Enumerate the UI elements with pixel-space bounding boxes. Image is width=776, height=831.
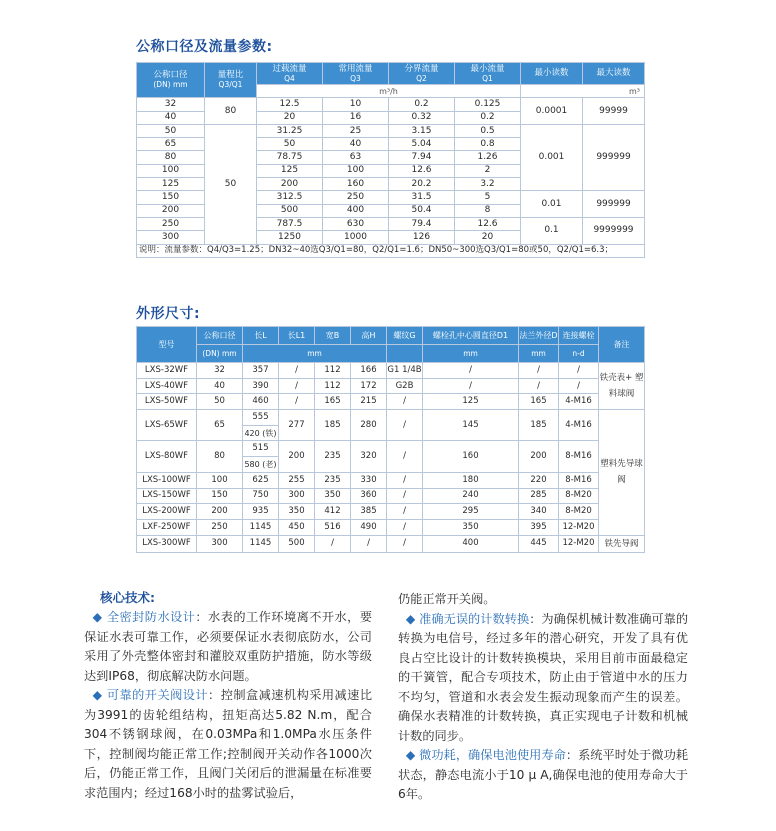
cell-d1: 350	[423, 519, 519, 535]
cell-d1: 160	[423, 441, 519, 472]
col-min-read: 最小读数	[521, 63, 583, 85]
cell-bolt: 4-M16	[559, 394, 599, 410]
cell-d: /	[519, 363, 559, 379]
core-para-power: ◆ 微功耗，确保电池使用寿命：系统平时处于微功耗状态，静态电流小于10 μ A,确保电池的使用寿命大于6年。	[398, 748, 689, 801]
cell-g: /	[387, 410, 423, 441]
cell-flow: 12.6	[455, 217, 521, 230]
cell-d1: 145	[423, 410, 519, 441]
cell-flow: 3.2	[455, 178, 521, 191]
cell-l: 750	[243, 488, 279, 504]
cell-flow: 31.5	[389, 191, 455, 204]
col-L: 长L	[243, 327, 279, 345]
cell-dn: 65	[197, 410, 243, 441]
unit-mm-1: mm	[243, 345, 387, 363]
cell-d1: 180	[423, 472, 519, 488]
cell-flow: 0.32	[389, 111, 455, 124]
cell-flow: 78.75	[257, 151, 323, 164]
cell-l: 460	[243, 394, 279, 410]
cell-max-read: 99999	[583, 98, 645, 125]
col-G: 螺纹G	[387, 327, 423, 345]
cell-dn: 300	[197, 535, 243, 552]
cell-flow: 40	[323, 138, 389, 151]
cell-dn: 125	[137, 178, 205, 191]
cell-flow: 25	[323, 124, 389, 137]
cell-d: 165	[519, 394, 559, 410]
cell-flow: 0.8	[455, 138, 521, 151]
col-bolt: 连接螺栓	[559, 327, 599, 345]
cell-max-read: 999999	[583, 191, 645, 218]
cell-max-read: 999999	[583, 124, 645, 190]
cell-g: /	[387, 535, 423, 552]
core-para-counting: ◆ 准确无误的计数转换：为确保机械计数准确可靠的转换为电信号，经过多年的潜心研究，开发了具有优良占空比设计的计数转换模块，采用目前市面最稳定的干簧管，配合专项技术，防止由于管道中水的压力不均匀，管道和水表会发生振动现象而产生的误差。确保水表精准的计数转换，真正实现电子计数和机械计数的同步。	[398, 611, 689, 743]
cell-l1: 350	[279, 504, 315, 520]
cell-flow: 16	[323, 111, 389, 124]
cell-dn: 300	[137, 231, 205, 244]
cell-bolt: 8-M16	[559, 441, 599, 472]
cell-d: 445	[519, 535, 559, 552]
unit-blank	[387, 345, 423, 363]
cell-dn: 80	[197, 441, 243, 472]
col-dim-dn: 公称口径	[197, 327, 243, 345]
dim-row	[137, 410, 645, 426]
cell-g: G2B	[387, 378, 423, 394]
col-D: 法兰外径D	[519, 327, 559, 345]
cell-h: 330	[351, 472, 387, 488]
col-q4: 过载流量 Q4	[257, 63, 323, 85]
cell-flow: 250	[323, 191, 389, 204]
read-unit: m³	[521, 85, 645, 98]
cell-d: 200	[519, 441, 559, 472]
cell-l1: 500	[279, 535, 315, 552]
cell-dn: 200	[137, 204, 205, 217]
cell-flow: 0.5	[455, 124, 521, 137]
core-para-waterproof: ◆ 全密封防水设计：水表的工作环境离不开水，要保证水表可靠工作，必须要保证水表彻底防水，公司采用了外壳整体密封和灌胶双重防护措施，防水等级达到IP68，彻底解决防水问题。	[84, 610, 373, 683]
dimension-table	[136, 326, 645, 553]
bullet-icon: ◆	[92, 688, 103, 702]
cell-flow: 5	[455, 191, 521, 204]
dim-row	[137, 441, 645, 457]
cell-flow: 630	[323, 217, 389, 230]
cell-model: LXF-250WF	[137, 519, 197, 535]
cell-flow: 63	[323, 151, 389, 164]
cell-l: 935	[243, 504, 279, 520]
cell-b: 516	[315, 519, 351, 535]
cell-d: /	[519, 378, 559, 394]
cell-flow: 50.4	[389, 204, 455, 217]
cell-g: /	[387, 504, 423, 520]
cell-dn: 100	[137, 164, 205, 177]
cell-l: 1145	[243, 519, 279, 535]
cell-dn: 100	[197, 472, 243, 488]
flow-row	[137, 98, 645, 111]
cell-dn: 150	[137, 191, 205, 204]
cell-model: LXS-300WF	[137, 535, 197, 552]
dim-row	[137, 504, 645, 520]
cell-flow: 1000	[323, 231, 389, 244]
flow-row	[137, 124, 645, 137]
cell-dn: 250	[137, 217, 205, 230]
col-q2: 分界流量 Q2	[389, 63, 455, 85]
cell-ratio: 80	[205, 98, 257, 125]
dim-row	[137, 519, 645, 535]
cell-b: /	[315, 535, 351, 552]
col-H: 高H	[351, 327, 387, 345]
cell-flow: 50	[257, 138, 323, 151]
cell-remark: 塑料先导球阀	[599, 410, 645, 536]
cell-h: 280	[351, 410, 387, 441]
cell-bolt: /	[559, 378, 599, 394]
col-q3: 常用流量 Q3	[323, 63, 389, 85]
col-q1: 最小流量 Q1	[455, 63, 521, 85]
cell-model: LXS-40WF	[137, 378, 197, 394]
cell-model: LXS-32WF	[137, 363, 197, 379]
cell-d1: 295	[423, 504, 519, 520]
cell-bolt: 8-M20	[559, 488, 599, 504]
cell-h: 166	[351, 363, 387, 379]
col-model: 型号	[137, 327, 197, 363]
cell-b: 235	[315, 441, 351, 472]
cell-l1: 255	[279, 472, 315, 488]
unit-dn: (DN) mm	[197, 345, 243, 363]
cell-dn: 40	[197, 378, 243, 394]
cell-g: /	[387, 394, 423, 410]
cell-flow: 12.6	[389, 164, 455, 177]
cell-dn: 65	[137, 138, 205, 151]
unit-mm-2: mm	[423, 345, 519, 363]
cell-h: 490	[351, 519, 387, 535]
cell-l1: 300	[279, 488, 315, 504]
cell-d1: 125	[423, 394, 519, 410]
flow-unit: m³/h	[257, 85, 521, 98]
cell-b: 112	[315, 363, 351, 379]
cell-flow: 0.2	[389, 98, 455, 111]
cell-d1: /	[423, 378, 519, 394]
cell-flow: 160	[323, 178, 389, 191]
cell-l: 625	[243, 472, 279, 488]
cell-dn: 250	[197, 519, 243, 535]
flow-section-title: 公称口径及流量参数:	[136, 39, 273, 55]
cell-model: LXS-100WF	[137, 472, 197, 488]
cell-h: 320	[351, 441, 387, 472]
cell-l1: /	[279, 363, 315, 379]
core-left-column	[84, 608, 372, 803]
cell-l1: 200	[279, 441, 315, 472]
cell-l-alt: 580 (老)	[243, 457, 279, 473]
unit-nd: n-d	[559, 345, 599, 363]
unit-mm-3: mm	[519, 345, 559, 363]
cell-d1: 240	[423, 488, 519, 504]
cell-g: /	[387, 472, 423, 488]
cell-l1: 277	[279, 410, 315, 441]
bullet-icon: ◆	[405, 748, 416, 762]
cell-d1: /	[423, 363, 519, 379]
cell-min-read: 0.001	[521, 124, 583, 190]
cell-flow: 20	[257, 111, 323, 124]
cell-flow: 100	[323, 164, 389, 177]
cell-l: 390	[243, 378, 279, 394]
cell-b: 165	[315, 394, 351, 410]
cell-h: 215	[351, 394, 387, 410]
cell-dn: 50	[197, 394, 243, 410]
cell-l: 1145	[243, 535, 279, 552]
cell-flow: 20	[455, 231, 521, 244]
bullet-icon: ◆	[405, 611, 416, 626]
cell-g: /	[387, 488, 423, 504]
cell-flow: 8	[455, 204, 521, 217]
cell-b: 412	[315, 504, 351, 520]
cell-min-read: 0.01	[521, 191, 583, 218]
cell-bolt: 8-M20	[559, 504, 599, 520]
cell-d: 220	[519, 472, 559, 488]
cell-flow: 1250	[257, 231, 323, 244]
cell-flow: 200	[257, 178, 323, 191]
cell-flow: 400	[323, 204, 389, 217]
col-B: 宽B	[315, 327, 351, 345]
cell-h: 172	[351, 378, 387, 394]
cell-d: 285	[519, 488, 559, 504]
cell-d: 395	[519, 519, 559, 535]
cell-model: LXS-50WF	[137, 394, 197, 410]
cell-l: 555	[243, 410, 279, 426]
col-dn: 公称口径 (DN) mm	[137, 63, 205, 98]
cell-model: LXS-80WF	[137, 441, 197, 472]
cell-dn: 200	[197, 504, 243, 520]
cell-flow: 5.04	[389, 138, 455, 151]
cell-model: LXS-65WF	[137, 410, 197, 441]
cell-bolt: 4-M16	[559, 410, 599, 441]
cell-h: 360	[351, 488, 387, 504]
cell-flow: 12.5	[257, 98, 323, 111]
cell-d1: 400	[423, 535, 519, 552]
dim-row	[137, 394, 645, 410]
cell-flow: 125	[257, 164, 323, 177]
cell-bolt: 12-M20	[559, 535, 599, 552]
bullet-icon: ◆	[92, 610, 103, 624]
cell-dn: 32	[197, 363, 243, 379]
cell-max-read: 9999999	[583, 217, 645, 244]
cell-min-read: 0.1	[521, 217, 583, 244]
col-D1: 螺栓孔中心圆直径D1	[423, 327, 519, 345]
dim-row	[137, 363, 645, 379]
cell-flow: 312.5	[257, 191, 323, 204]
cell-flow: 0.2	[455, 111, 521, 124]
cell-flow: 3.15	[389, 124, 455, 137]
core-para-valve-cont: 仍能正常开关阀。	[398, 592, 496, 606]
cell-g: /	[387, 441, 423, 472]
dim-row	[137, 488, 645, 504]
cell-flow: 20.2	[389, 178, 455, 191]
cell-b: 185	[315, 410, 351, 441]
flow-header-row	[137, 63, 645, 85]
cell-min-read: 0.0001	[521, 98, 583, 125]
cell-flow: 7.94	[389, 151, 455, 164]
col-max-read: 最大读数	[583, 63, 645, 85]
cell-g: /	[387, 519, 423, 535]
cell-g: G1 1/4B	[387, 363, 423, 379]
cell-dn: 50	[137, 124, 205, 137]
cell-bolt: 8-M16	[559, 472, 599, 488]
cell-b: 235	[315, 472, 351, 488]
core-para-valve: ◆ 可靠的开关阀设计：控制盒减速机构采用减速比为3991的齿轮组结构，扭矩高达5.82 N.m，配合304不锈钢球阀，在0.03MPa和1.0MPa水压条件下，控制阀均能正常工作;控制阀开关动作各1000次后，仍能正常工作，且阀门关闭后的泄漏量在标准要求范围内；经过168小时的盐雾试验后，	[84, 688, 373, 800]
col-remark: 备注	[599, 327, 645, 363]
dimension-section-title: 外形尺寸:	[136, 306, 201, 322]
cell-l1: /	[279, 378, 315, 394]
cell-l1: /	[279, 394, 315, 410]
cell-flow: 787.5	[257, 217, 323, 230]
cell-h: /	[351, 535, 387, 552]
cell-bolt: 12-M20	[559, 519, 599, 535]
cell-flow: 0.125	[455, 98, 521, 111]
cell-b: 112	[315, 378, 351, 394]
cell-flow: 126	[389, 231, 455, 244]
dim-row	[137, 472, 645, 488]
core-right-column	[398, 590, 688, 805]
dim-row	[137, 535, 645, 552]
flow-note-row	[137, 244, 645, 257]
cell-dn: 80	[137, 151, 205, 164]
cell-l-alt: 420 (铁)	[243, 425, 279, 441]
flow-note: 说明：流量参数：Q4/Q3=1.25；DN32~40选Q3/Q1=80，Q2/Q1=1.6；DN50~300选Q3/Q1=80或50，Q2/Q1=6.3；	[137, 244, 645, 257]
cell-d: 185	[519, 410, 559, 441]
dim-row	[137, 378, 645, 394]
cell-model: LXS-150WF	[137, 488, 197, 504]
cell-remark: 铁先导阀	[599, 535, 645, 552]
cell-flow: 1.26	[455, 151, 521, 164]
cell-flow: 500	[257, 204, 323, 217]
col-ratio: 量程比 Q3/Q1	[205, 63, 257, 98]
cell-flow: 79.4	[389, 217, 455, 230]
cell-flow: 31.25	[257, 124, 323, 137]
cell-bolt: /	[559, 363, 599, 379]
cell-dn: 40	[137, 111, 205, 124]
cell-h: 385	[351, 504, 387, 520]
cell-flow: 10	[323, 98, 389, 111]
core-tech-title: 核心技术:	[100, 590, 155, 605]
cell-b: 350	[315, 488, 351, 504]
cell-remark: 铁壳表+ 塑料球阀	[599, 363, 645, 410]
flow-parameter-table	[136, 62, 645, 258]
cell-l: 357	[243, 363, 279, 379]
dim-unit-row	[137, 345, 645, 363]
cell-dn: 32	[137, 98, 205, 111]
cell-dn: 150	[197, 488, 243, 504]
cell-ratio: 50	[205, 124, 257, 244]
dim-header-row	[137, 327, 645, 345]
cell-flow: 2	[455, 164, 521, 177]
cell-model: LXS-200WF	[137, 504, 197, 520]
cell-l: 515	[243, 441, 279, 457]
cell-d: 340	[519, 504, 559, 520]
cell-l1: 450	[279, 519, 315, 535]
col-L1: 长L1	[279, 327, 315, 345]
